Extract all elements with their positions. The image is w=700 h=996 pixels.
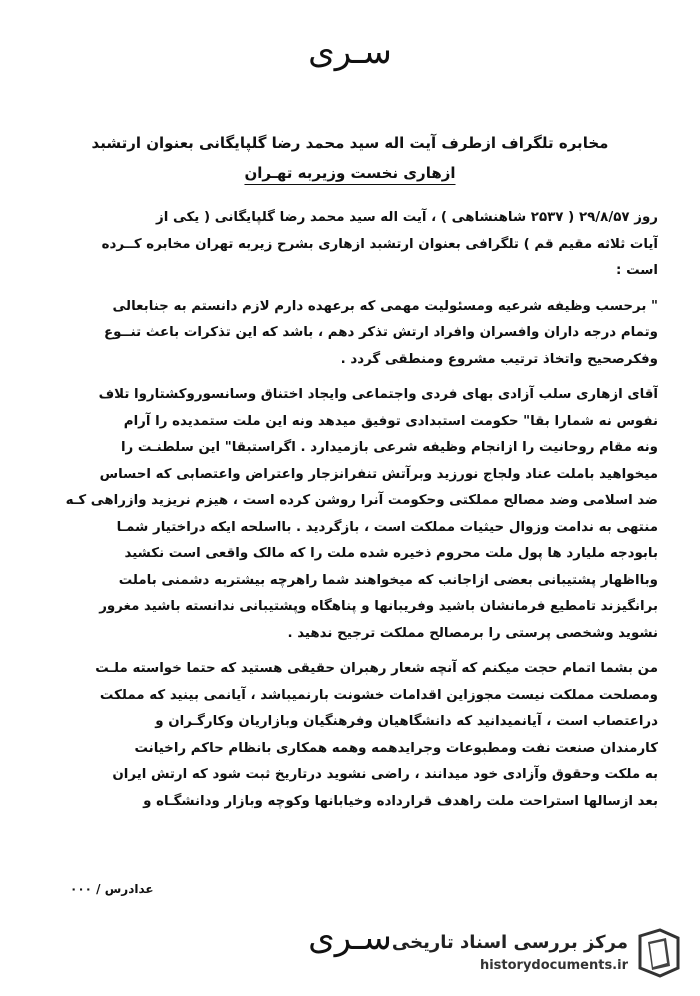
body-line: وبااظهار پشتیبانی بعضی ازاجانب که میخواهند شما راهرچه بیشتربه دشمنی باملت [118,572,658,588]
document-title-line1: مخابره تلگراف ازطرف آیت اله سید محمد رضا گلپایگانی بعنوان ارتشبد [91,134,609,152]
body-line: به ملکت وحقوق وآزادی خود میدانند ، راضی نشوید درتاریخ ثبت شود که ارتش ایران [112,767,658,782]
body-line: من بشما اتمام حجت میکنم که آنچه شعار رهبران حقیقی هستید که حتما خواسته ملـت [95,661,658,676]
body-line: منتهی به ندامت وزوال حیثیات مملکت است ، بازگردید . بااسلحه ایکه دراختیار شمـا [116,519,658,535]
paragraph-3 [52,382,658,647]
watermark-url: historydocuments.ir [479,958,628,973]
body-line: ضد اسلامی وضد مصالح مملکتی وحکومت آنرا روشن کرده است ، هیزم نریزید وازراهی کـه [65,493,658,508]
paragraph-4 [52,656,658,815]
body-line: برانگیزند تامطیع فرمانشان باشید وفریبانها و پناهگاه وپشتیبانی ندانسته باشید مغرور [99,599,658,614]
body-line: دراعتصاب است ، آیانمیدانید که دانشگاهیان وفرهنگیان وبازاریان وکارگـران و [155,714,658,729]
classification-top: سـری [308,32,392,72]
body-line: بعد ازسالها استراحت ملت راهدف قرارداده وخیابانها وکوچه وبازار ودانشگـاه و [143,793,658,809]
document-body [52,205,658,824]
body-line: وتمام درجه داران وافسران وافراد ارتش تذکر دهم ، باشد که این تذکرات باعث تنــوع [103,325,658,340]
archive-logo-icon [636,928,682,978]
body-line: روز ۲۹/۸/۵۷ ( ۲۵۳۷ شاهنشاهی ) ، آیت اله سید محمد رضا گلپایگانی ( یکی از [156,210,658,225]
reference-note: عدادرس / ۰۰۰ [70,882,154,896]
body-line: نشوید وشخصی پرستی را برمصالح مملکت ترجیح ندهید . [287,625,658,641]
archive-watermark [391,926,682,982]
body-line: است : [616,263,658,278]
paragraph-1 [52,205,658,285]
classification-bottom: سـری [308,918,392,958]
body-line: نفوس نه شمارا بقا" حکومت استبدادی توفیق میدهد ونه این ملت ستمدیده را آرام [123,413,658,429]
paragraph-2 [52,294,658,374]
body-line: میخواهید باملت عناد ولجاج نورزید وبرآتش تنفرانزجار واعتراض واعتصابی که احساس [99,466,658,482]
document-title-line2: ازهاری نخست وزیربه تهـران [244,164,456,182]
body-line: آقای ازهاری سلب آزادی بهای فردی واجتماعی وایجاد اختناق وسانسوروکشتاروا تلاف [98,387,658,402]
body-line: آیات ثلاثه مقیم قم ) تلگرافی بعنوان ارتشبد ازهاری بشرح زیربه تهران مخابره کــرده [101,236,658,252]
body-line: کارمندان صنعت نفت ومطبوعات وجرایدهمه وهمه همکاری بانظام حاکم راخیانت [134,740,658,756]
body-line: وفکرصحیح واتخاذ ترتیب مشروع ومنطقی گردد . [340,351,658,367]
body-line: بابودجه ملیارد ها پول ملت محروم ذخیره شده ملت را که مالک واقعی است نکشید [124,546,658,561]
body-line: " برحسب وظیفه شرعیه ومسئولیت مهمی که برعهده دارم لازم دانستم به جنابعالی [112,298,658,314]
watermark-title: مرکز بررسی اسناد تاریخی [391,932,628,953]
body-line: ومصلحت مملکت نیست مجوزاین اقدامات خشونت بارنمیباشد ، آیانمی بینید که مملکت [99,687,658,703]
body-line: ونه مقام روحانیت را ازانجام وظیفه شرعی بازمیدارد . اگراستبقا" این سلطنـت را [120,440,658,455]
